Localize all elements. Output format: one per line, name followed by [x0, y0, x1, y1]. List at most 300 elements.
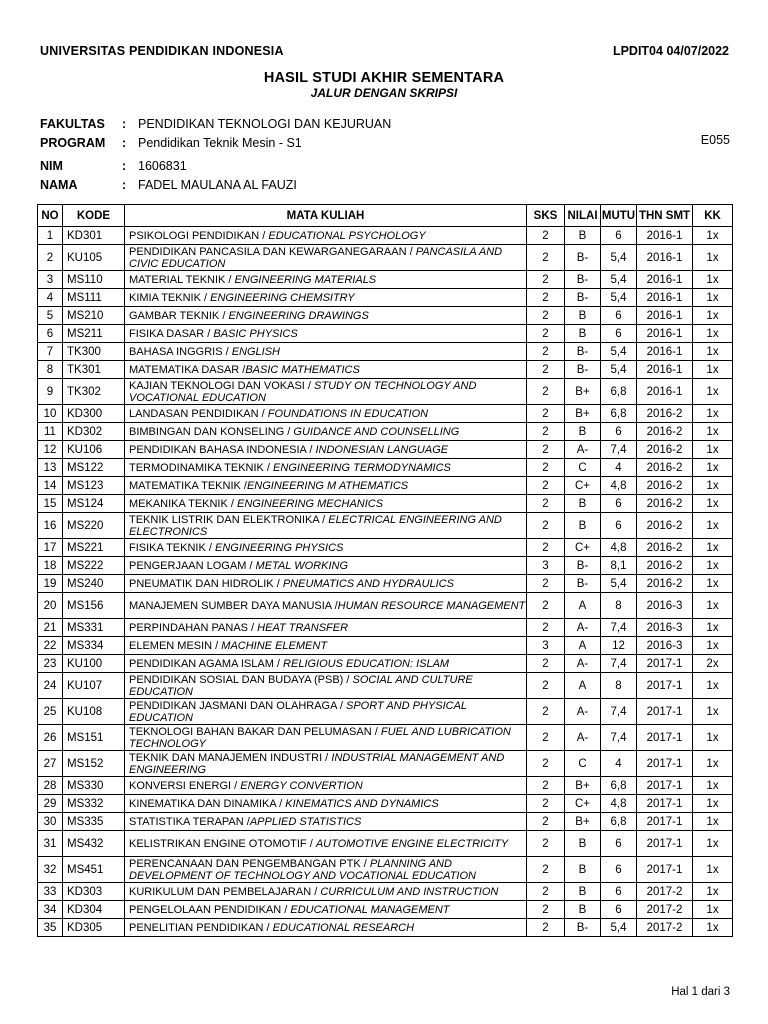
row-mutu: 8,1: [601, 557, 637, 575]
row-mutu: 7,4: [601, 725, 637, 751]
row-kk: 1x: [693, 405, 733, 423]
course-name-en: ELECTRICAL ENGINEERING AND ELECTRONICS: [129, 513, 502, 538]
row-thn-smt: 2017-1: [637, 673, 693, 699]
row-thn-smt: 2016-2: [637, 423, 693, 441]
course-name-id: BAHASA INGGRIS /: [129, 345, 232, 358]
row-kk: 1x: [693, 575, 733, 593]
course-name-en: FUEL AND LUBRICATION TECHNOLOGY: [129, 725, 511, 750]
course-name-en: ENGINEERING DRAWINGS: [228, 309, 369, 322]
row-mata-kuliah: [125, 513, 527, 539]
row-mutu: 4: [601, 459, 637, 477]
row-nilai: A-: [565, 619, 601, 637]
row-mata-kuliah: [125, 343, 527, 361]
row-mutu: 4,8: [601, 477, 637, 495]
row-thn-smt: 2017-1: [637, 795, 693, 813]
row-no: 12: [38, 441, 63, 459]
row-kk: 1x: [693, 361, 733, 379]
grades-table: [37, 204, 733, 937]
course-name-id: PENGERJAAN LOGAM /: [129, 559, 256, 572]
row-kode: KU107: [63, 673, 125, 699]
program-colon: :: [122, 136, 127, 150]
row-nilai: B+: [565, 379, 601, 405]
course-name-id: MEKANIKA TEKNIK /: [129, 497, 237, 510]
row-no: 21: [38, 619, 63, 637]
course-name-id: PENDIDIKAN JASMANI DAN OLAHRAGA /: [129, 699, 346, 712]
row-kk: 1x: [693, 423, 733, 441]
table-row: [38, 495, 733, 513]
row-thn-smt: 2016-2: [637, 477, 693, 495]
row-no: 11: [38, 423, 63, 441]
row-no: 31: [38, 831, 63, 857]
row-nilai: B+: [565, 813, 601, 831]
row-mata-kuliah: [125, 593, 527, 619]
row-sks: 2: [527, 495, 565, 513]
row-nilai: A: [565, 593, 601, 619]
course-name-id: MANAJEMEN SUMBER DAYA MANUSIA /: [129, 599, 338, 612]
row-kk: 1x: [693, 857, 733, 883]
header-kode: KODE: [63, 205, 125, 227]
course-name-en: HEAT TRANSFER: [257, 621, 349, 634]
course-name-id: MATEMATIKA DASAR /: [129, 363, 246, 376]
table-row: [38, 307, 733, 325]
row-mata-kuliah: [125, 883, 527, 901]
row-sks: 2: [527, 289, 565, 307]
course-name-id: KINEMATIKA DAN DINAMIKA /: [129, 797, 286, 810]
row-thn-smt: 2016-2: [637, 459, 693, 477]
row-kode: MS111: [63, 289, 125, 307]
row-mutu: 5,4: [601, 343, 637, 361]
table-row: [38, 459, 733, 477]
row-kode: MS211: [63, 325, 125, 343]
course-name-id: TERMODINAMIKA TEKNIK /: [129, 461, 274, 474]
row-mutu: 6,8: [601, 379, 637, 405]
row-nilai: B-: [565, 245, 601, 271]
row-thn-smt: 2016-3: [637, 593, 693, 619]
row-sks: 2: [527, 441, 565, 459]
row-no: 3: [38, 271, 63, 289]
table-row: [38, 379, 733, 405]
course-name-en: ENGINEERING M ATHEMATICS: [246, 479, 409, 492]
course-name-id: PNEUMATIK DAN HIDROLIK /: [129, 577, 283, 590]
row-nilai: C+: [565, 539, 601, 557]
course-name-en: STUDY ON TECHNOLOGY AND VOCATIONAL EDUCATION: [129, 379, 477, 404]
table-row: [38, 477, 733, 495]
table-row: [38, 513, 733, 539]
table-row: [38, 361, 733, 379]
row-mutu: 7,4: [601, 441, 637, 459]
course-name-en: ENERGY CONVERTION: [240, 779, 363, 792]
row-mata-kuliah: [125, 673, 527, 699]
row-kk: 1x: [693, 919, 733, 937]
row-kode: MS451: [63, 857, 125, 883]
course-name-en: KINEMATICS AND DYNAMICS: [285, 797, 439, 810]
row-mutu: 6: [601, 901, 637, 919]
row-mutu: 7,4: [601, 699, 637, 725]
row-thn-smt: 2016-2: [637, 495, 693, 513]
nim-value: 1606831: [138, 159, 187, 173]
nama-label: NAMA: [40, 178, 78, 192]
row-mata-kuliah: [125, 575, 527, 593]
row-sks: 2: [527, 813, 565, 831]
row-no: 35: [38, 919, 63, 937]
row-nilai: A-: [565, 655, 601, 673]
row-sks: 2: [527, 619, 565, 637]
row-thn-smt: 2016-2: [637, 575, 693, 593]
row-sks: 2: [527, 423, 565, 441]
row-nilai: A: [565, 637, 601, 655]
row-mata-kuliah: [125, 539, 527, 557]
row-no: 28: [38, 777, 63, 795]
course-name-id: MATEMATIKA TEKNIK /: [129, 479, 247, 492]
row-mata-kuliah: [125, 379, 527, 405]
row-mata-kuliah: [125, 557, 527, 575]
row-mutu: 6,8: [601, 813, 637, 831]
course-name-en: MACHINE ELEMENT: [221, 639, 328, 652]
course-name-en: CURRICULUM AND INSTRUCTION: [320, 885, 499, 898]
row-kk: 1x: [693, 513, 733, 539]
row-sks: 2: [527, 539, 565, 557]
row-mutu: 6: [601, 307, 637, 325]
row-mata-kuliah: [125, 361, 527, 379]
row-no: 25: [38, 699, 63, 725]
course-name-en: SOCIAL AND CULTURE EDUCATION: [129, 673, 473, 698]
row-kode: KU100: [63, 655, 125, 673]
row-sks: 2: [527, 361, 565, 379]
row-kode: MS220: [63, 513, 125, 539]
row-kk: 1x: [693, 289, 733, 307]
row-sks: 2: [527, 857, 565, 883]
row-thn-smt: 2017-1: [637, 831, 693, 857]
course-name-en: RELIGIOUS EDUCATION: ISLAM: [283, 657, 450, 670]
row-nilai: A-: [565, 441, 601, 459]
row-mata-kuliah: [125, 441, 527, 459]
row-no: 1: [38, 227, 63, 245]
row-kode: MS122: [63, 459, 125, 477]
row-nilai: B: [565, 513, 601, 539]
course-name-en: APPLIED STATISTICS: [249, 815, 362, 828]
row-kk: 1x: [693, 673, 733, 699]
table-row: [38, 245, 733, 271]
row-kode: MS240: [63, 575, 125, 593]
row-sks: 2: [527, 901, 565, 919]
row-kk: 1x: [693, 751, 733, 777]
row-mata-kuliah: [125, 777, 527, 795]
header-mutu: MUTU: [601, 205, 637, 227]
row-kode: MS335: [63, 813, 125, 831]
row-mata-kuliah: [125, 271, 527, 289]
row-mutu: 6,8: [601, 405, 637, 423]
course-name-en: HUMAN RESOURCE MANAGEMENT: [337, 599, 526, 612]
course-name-en: ENGINEERING MECHANICS: [237, 497, 384, 510]
table-body: [38, 227, 733, 937]
row-kk: 1x: [693, 307, 733, 325]
row-kk: 2x: [693, 655, 733, 673]
row-kode: KD304: [63, 901, 125, 919]
row-sks: 2: [527, 831, 565, 857]
row-no: 26: [38, 725, 63, 751]
row-sks: 2: [527, 751, 565, 777]
course-name-id: KELISTRIKAN ENGINE OTOMOTIF /: [129, 837, 316, 850]
row-thn-smt: 2017-1: [637, 655, 693, 673]
row-mutu: 5,4: [601, 361, 637, 379]
row-sks: 2: [527, 245, 565, 271]
row-mata-kuliah: [125, 637, 527, 655]
row-kk: 1x: [693, 831, 733, 857]
row-sks: 2: [527, 227, 565, 245]
row-sks: 2: [527, 575, 565, 593]
row-kk: 1x: [693, 901, 733, 919]
row-kk: 1x: [693, 813, 733, 831]
fakultas-colon: :: [122, 117, 127, 131]
course-name-id: ELEMEN MESIN /: [129, 639, 222, 652]
row-kk: 1x: [693, 441, 733, 459]
table-row: [38, 343, 733, 361]
row-mata-kuliah: [125, 699, 527, 725]
row-kode: MS110: [63, 271, 125, 289]
row-thn-smt: 2016-1: [637, 379, 693, 405]
course-name-id: TEKNOLOGI BAHAN BAKAR DAN PELUMASAN /: [129, 725, 381, 738]
row-kk: 1x: [693, 699, 733, 725]
row-kode: MS124: [63, 495, 125, 513]
course-name-id: GAMBAR TEKNIK /: [129, 309, 229, 322]
row-kode: MS221: [63, 539, 125, 557]
table-row: [38, 593, 733, 619]
row-no: 29: [38, 795, 63, 813]
row-kode: TK301: [63, 361, 125, 379]
row-kode: MS123: [63, 477, 125, 495]
row-kode: MS151: [63, 725, 125, 751]
row-kk: 1x: [693, 343, 733, 361]
row-mutu: 5,4: [601, 919, 637, 937]
fakultas-value: PENDIDIKAN TEKNOLOGI DAN KEJURUAN: [138, 117, 392, 131]
row-mata-kuliah: [125, 325, 527, 343]
row-nilai: B+: [565, 405, 601, 423]
row-no: 13: [38, 459, 63, 477]
row-mata-kuliah: [125, 477, 527, 495]
row-thn-smt: 2016-1: [637, 361, 693, 379]
program-label: PROGRAM: [40, 136, 106, 150]
nama-colon: :: [122, 178, 127, 192]
row-no: 8: [38, 361, 63, 379]
course-name-id: KAJIAN TEKNOLOGI DAN VOKASI /: [129, 379, 315, 392]
row-mata-kuliah: [125, 725, 527, 751]
row-no: 15: [38, 495, 63, 513]
row-thn-smt: 2017-1: [637, 699, 693, 725]
row-thn-smt: 2017-2: [637, 883, 693, 901]
row-kk: 1x: [693, 271, 733, 289]
table-row: [38, 423, 733, 441]
row-nilai: B-: [565, 343, 601, 361]
course-name-id: PERPINDAHAN PANAS /: [129, 621, 258, 634]
row-thn-smt: 2016-3: [637, 619, 693, 637]
row-sks: 2: [527, 379, 565, 405]
row-thn-smt: 2016-1: [637, 343, 693, 361]
course-name-en: ENGINEERING CHEMSITRY: [210, 291, 355, 304]
table-row: [38, 901, 733, 919]
row-mata-kuliah: [125, 795, 527, 813]
row-mutu: 4: [601, 751, 637, 777]
row-no: 30: [38, 813, 63, 831]
row-sks: 2: [527, 271, 565, 289]
header-sks: SKS: [527, 205, 565, 227]
row-mutu: 6: [601, 883, 637, 901]
row-sks: 2: [527, 883, 565, 901]
row-mata-kuliah: [125, 245, 527, 271]
row-mata-kuliah: [125, 495, 527, 513]
row-thn-smt: 2017-2: [637, 919, 693, 937]
course-name-id: FISIKA TEKNIK /: [129, 541, 215, 554]
row-mutu: 6: [601, 495, 637, 513]
row-sks: 3: [527, 557, 565, 575]
table-row: [38, 637, 733, 655]
row-sks: 2: [527, 919, 565, 937]
row-kode: KD303: [63, 883, 125, 901]
table-row: [38, 673, 733, 699]
row-nilai: B+: [565, 777, 601, 795]
course-name-en: PNEUMATICS AND HYDRAULICS: [282, 577, 454, 590]
row-kk: 1x: [693, 245, 733, 271]
row-kk: 1x: [693, 227, 733, 245]
row-mutu: 6,8: [601, 777, 637, 795]
page-indicator: Hal 1 dari 3: [671, 986, 730, 998]
course-name-id: PENDIDIKAN SOSIAL DAN BUDAYA (PSB) /: [129, 673, 353, 686]
row-mutu: 5,4: [601, 245, 637, 271]
table-row: [38, 813, 733, 831]
table-row: [38, 919, 733, 937]
row-sks: 2: [527, 405, 565, 423]
row-nilai: C: [565, 459, 601, 477]
row-no: 27: [38, 751, 63, 777]
row-sks: 2: [527, 325, 565, 343]
row-kode: MS156: [63, 593, 125, 619]
nim-label: NIM: [40, 159, 63, 173]
course-name-id: PERENCANAAN DAN PENGEMBANGAN PTK /: [129, 857, 370, 870]
row-kk: 1x: [693, 795, 733, 813]
course-name-en: GUIDANCE AND COUNSELLING: [293, 425, 460, 438]
row-thn-smt: 2017-1: [637, 813, 693, 831]
row-nilai: B-: [565, 271, 601, 289]
table-row: [38, 883, 733, 901]
course-name-en: EDUCATIONAL MANAGEMENT: [290, 903, 450, 916]
row-nilai: B: [565, 857, 601, 883]
row-thn-smt: 2016-1: [637, 271, 693, 289]
row-mutu: 8: [601, 593, 637, 619]
nim-colon: :: [122, 159, 127, 173]
course-name-en: ENGINEERING PHYSICS: [215, 541, 344, 554]
header-no: NO: [38, 205, 63, 227]
row-mata-kuliah: [125, 405, 527, 423]
row-mutu: 7,4: [601, 655, 637, 673]
row-nilai: C: [565, 751, 601, 777]
table-row: [38, 325, 733, 343]
table-row: [38, 655, 733, 673]
header-thn-smt: THN SMT: [637, 205, 693, 227]
row-kk: 1x: [693, 619, 733, 637]
course-name-id: PENELITIAN PENDIDIKAN /: [129, 921, 273, 934]
row-nilai: B: [565, 307, 601, 325]
header-kk: KK: [693, 205, 733, 227]
row-kk: 1x: [693, 777, 733, 795]
course-name-id: MATERIAL TEKNIK /: [129, 273, 235, 286]
row-thn-smt: 2016-2: [637, 539, 693, 557]
row-kode: MS210: [63, 307, 125, 325]
row-thn-smt: 2016-2: [637, 405, 693, 423]
row-thn-smt: 2017-1: [637, 777, 693, 795]
row-mutu: 7,4: [601, 619, 637, 637]
row-kode: MS331: [63, 619, 125, 637]
row-kode: MS332: [63, 795, 125, 813]
row-mutu: 6: [601, 423, 637, 441]
course-name-en: BASIC MATHEMATICS: [245, 363, 360, 376]
row-kk: 1x: [693, 325, 733, 343]
course-name-id: KIMIA TEKNIK /: [129, 291, 211, 304]
document-code: LPDIT04 04/07/2022: [612, 44, 729, 58]
row-no: 9: [38, 379, 63, 405]
table-row: [38, 575, 733, 593]
row-kk: 1x: [693, 495, 733, 513]
table-row: [38, 271, 733, 289]
row-thn-smt: 2016-1: [637, 227, 693, 245]
course-name-id: FISIKA DASAR /: [129, 327, 214, 340]
row-kk: 1x: [693, 477, 733, 495]
row-sks: 2: [527, 699, 565, 725]
row-nilai: B: [565, 883, 601, 901]
row-no: 17: [38, 539, 63, 557]
row-no: 10: [38, 405, 63, 423]
row-kk: 1x: [693, 539, 733, 557]
row-kk: 1x: [693, 557, 733, 575]
row-mutu: 5,4: [601, 575, 637, 593]
row-kode: TK300: [63, 343, 125, 361]
row-no: 7: [38, 343, 63, 361]
row-mata-kuliah: [125, 655, 527, 673]
course-name-id: TEKNIK DAN MANAJEMEN INDUSTRI /: [129, 751, 332, 764]
row-nilai: B: [565, 325, 601, 343]
row-sks: 2: [527, 725, 565, 751]
row-kk: 1x: [693, 725, 733, 751]
row-thn-smt: 2016-3: [637, 637, 693, 655]
table-row: [38, 441, 733, 459]
row-mutu: 5,4: [601, 289, 637, 307]
nama-value: FADEL MAULANA AL FAUZI: [138, 178, 297, 192]
course-name-en: EDUCATIONAL PSYCHOLOGY: [268, 229, 426, 242]
fakultas-label: FAKULTAS: [40, 117, 105, 131]
row-mutu: 6: [601, 325, 637, 343]
row-mutu: 6: [601, 227, 637, 245]
row-mutu: 8: [601, 673, 637, 699]
course-name-id: STATISTIKA TERAPAN /: [129, 815, 250, 828]
course-name-id: BIMBINGAN DAN KONSELING /: [129, 425, 294, 438]
course-name-en: INDONESIAN LANGUAGE: [315, 443, 449, 456]
row-sks: 2: [527, 343, 565, 361]
row-thn-smt: 2016-2: [637, 557, 693, 575]
row-nilai: B-: [565, 289, 601, 307]
table-row: [38, 795, 733, 813]
row-kode: MS222: [63, 557, 125, 575]
row-no: 18: [38, 557, 63, 575]
table-row: [38, 557, 733, 575]
row-no: 6: [38, 325, 63, 343]
row-nilai: C+: [565, 477, 601, 495]
row-no: 24: [38, 673, 63, 699]
row-thn-smt: 2017-1: [637, 751, 693, 777]
row-sks: 2: [527, 655, 565, 673]
row-mutu: 5,4: [601, 271, 637, 289]
row-nilai: B-: [565, 557, 601, 575]
row-thn-smt: 2017-1: [637, 857, 693, 883]
course-name-en: BASIC PHYSICS: [213, 327, 298, 340]
table-row: [38, 699, 733, 725]
